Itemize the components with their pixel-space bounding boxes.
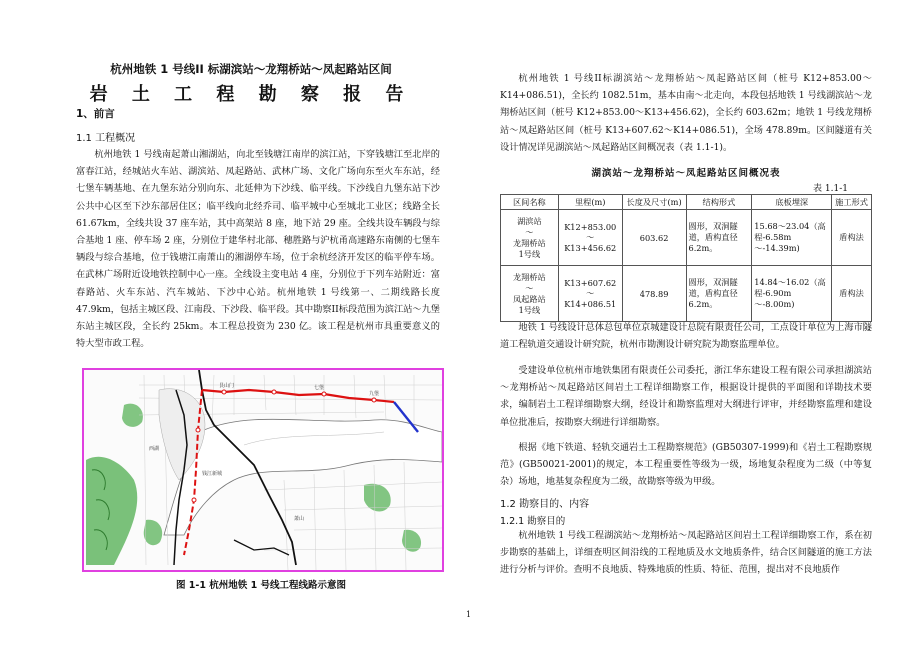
svg-text:九堡: 九堡 [369,391,380,397]
table-cell-name: 湖滨站 ～ 龙翔桥站 1号线 [501,210,559,266]
table-cell-length: 478.89 [622,266,686,322]
standards-paragraph: 根据《地下铁道、轻轨交通岩土工程勘察规范》(GB50307-1999)和《岩土工程勘察规范》(GB50021-2001)的规定，本工程重要性等级为一级，场地复杂程度为二级（中等复杂）场地，地基复杂程度为二级，故勘察等级为甲级。 [500,442,872,488]
figure-caption: 图 1-1 杭州地铁 1 号线工程线路示意图 [175,580,346,591]
report-title-line2: 岩 土 工 程 勘 察 报 告 [89,84,413,105]
table-caption: 湖滨站～龙翔桥站～凤起路站区间概况表 [591,168,781,179]
svg-text:西湖: 西湖 [149,446,160,452]
section-description-paragraph: 杭州地铁 1 号线II标湖滨站～龙翔桥站～凤起路站区间（桩号 K12+853.00～K14+086.51)，全长约 1082.51m，基本由南～北走向，本段包括地铁 1 号线湖滨站～龙翔桥站区间（桩号 K12+853.00～K13+456.62)，全长约 603.62m；地铁 1 号线龙翔桥站～凤起路站区间（桩号 K13+607.62～K14+086.51)，全场 478.89m。区间隧道有关设计情况详见湖滨站～凤起路站区间概况表（表 1.1-1)。 [500,73,872,153]
section-heading-overview: 1.1 工程概况 [76,133,136,144]
report-title-line1: 杭州地铁 1 号线II 标湖滨站～龙翔桥站～凤起路站区间 [110,62,392,76]
overview-paragraph: 杭州地铁 1 号线南起萧山湘湖站，向北至钱塘江南岸的滨江站，下穿钱塘江至北岸的富春江站，经城站火车站、湖滨站、凤起路站、武林广场、文化广场向东至火车东站，经七堡车辆基地、在九堡东站分别向东、北延伸为下沙线、临平线。下沙线自九堡东站下沙公共中心区至下沙东部居住区；临平线向北经乔司、临平城中心至城北工业区；线路全长 61.67km，全线共设 37 座车站，其中高架站 8 座，地下站 29 座。全线共设车辆段与综合基地 1 座、停车场 2 座，分别位于建华村北部、穗胜路与沪杭甬高速路东南侧的七堡车辆段与综合基地，位于钱塘江南萧山的湘湖停车场，位于余杭经济开发区的临平停车场。在武林广场附近设地铁控制中心一座。全线设主变电站 4 座，分别位于下列车站附近：富春路站、火车东站、汽车城站、下沙中心站。杭州地铁 1 号线第一、二期线路长度 47.9km，包括主城区段、江南段、下沙段、临平段。其中勘察II标段范围为滨江站～九堡东站主城区段，全长约 25km。本工程总投资为 230 亿。该工程是杭州市具重要意义的特大型市政工程。 [76,149,440,350]
section-overview-table [500,194,872,322]
route-map-figure [82,368,444,572]
table-row [501,266,872,322]
table-header-cell: 施工形式 [832,195,872,210]
route-map-svg [84,370,442,570]
subsection-heading-purpose: 1.2.1 勘察目的 [500,516,566,527]
table-cell-mileage: K12+853.00 ～ K13+456.62 [558,210,622,266]
table-header-cell: 里程(m) [558,195,622,210]
commission-paragraph: 受建设单位杭州市地铁集团有限责任公司委托，浙江华东建设工程有限公司承担湖滨站～龙翔桥站～凤起路站区间岩土工程详细勘察工作，根据设计提供的平面图和详勘技术要求，编制岩土工程详细勘察大纲，经设计和勘察监理对大纲进行评审，并经勘察监理和建设单位批准后，按勘察大纲进行详细勘察。 [500,365,872,428]
section-heading-preface: 1、前言 [76,108,115,120]
table-header-cell: 长度及尺寸(m) [622,195,686,210]
table-header-cell: 底板埋深 [752,195,832,210]
table-cell-structure: 圆形，双洞隧道，盾构直径6.2m。 [686,210,752,266]
section-heading-purpose: 1.2 勘察目的、内容 [500,499,590,510]
table-header-cell: 结构形式 [686,195,752,210]
table-row [501,210,872,266]
table-header-cell: 区间名称 [501,195,559,210]
table-cell-depth: 15.68～23.04（高程-6.58m～-14.39m) [752,210,832,266]
table-cell-structure: 圆形，双洞隧道，盾构直径6.2m。 [686,266,752,322]
design-units-paragraph: 地铁 1 号线设计总体总包单位京城建设计总院有限责任公司，工点设计单位为上海市隧道工程轨道交通设计研究院，杭州市勘测设计研究院为勘察监理单位。 [500,322,872,351]
table-header-row [501,195,872,210]
table-cell-method: 盾构法 [832,266,872,322]
table-cell-method: 盾构法 [832,210,872,266]
svg-text:七堡: 七堡 [314,385,325,391]
table-cell-name: 龙翔桥站 ～ 凤起路站 1号线 [501,266,559,322]
purpose-paragraph: 杭州地铁 1 号线工程湖滨站～龙翔桥站～凤起路站区间岩土工程详细勘察工作，系在初步勘察的基础上，详细查明区间沿线的工程地质及水文地质条件，结合区间隧道的施工方法进行分析与评价。查明不良地质、特殊地质的性质、特征、范围，提出对不良地质作 [500,530,872,576]
table-cell-mileage: K13+607.62 ～ K14+086.51 [558,266,622,322]
svg-text:艮山门: 艮山门 [219,383,235,389]
table-cell-length: 603.62 [622,210,686,266]
page-number: 1 [466,610,472,619]
table-number: 表 1.1-1 [813,184,848,194]
svg-text:萧山: 萧山 [294,516,305,522]
table-cell-depth: 14.84～16.02（高程-6.90m～-8.00m) [752,266,832,322]
svg-text:钱江新城: 钱江新城 [202,471,223,477]
